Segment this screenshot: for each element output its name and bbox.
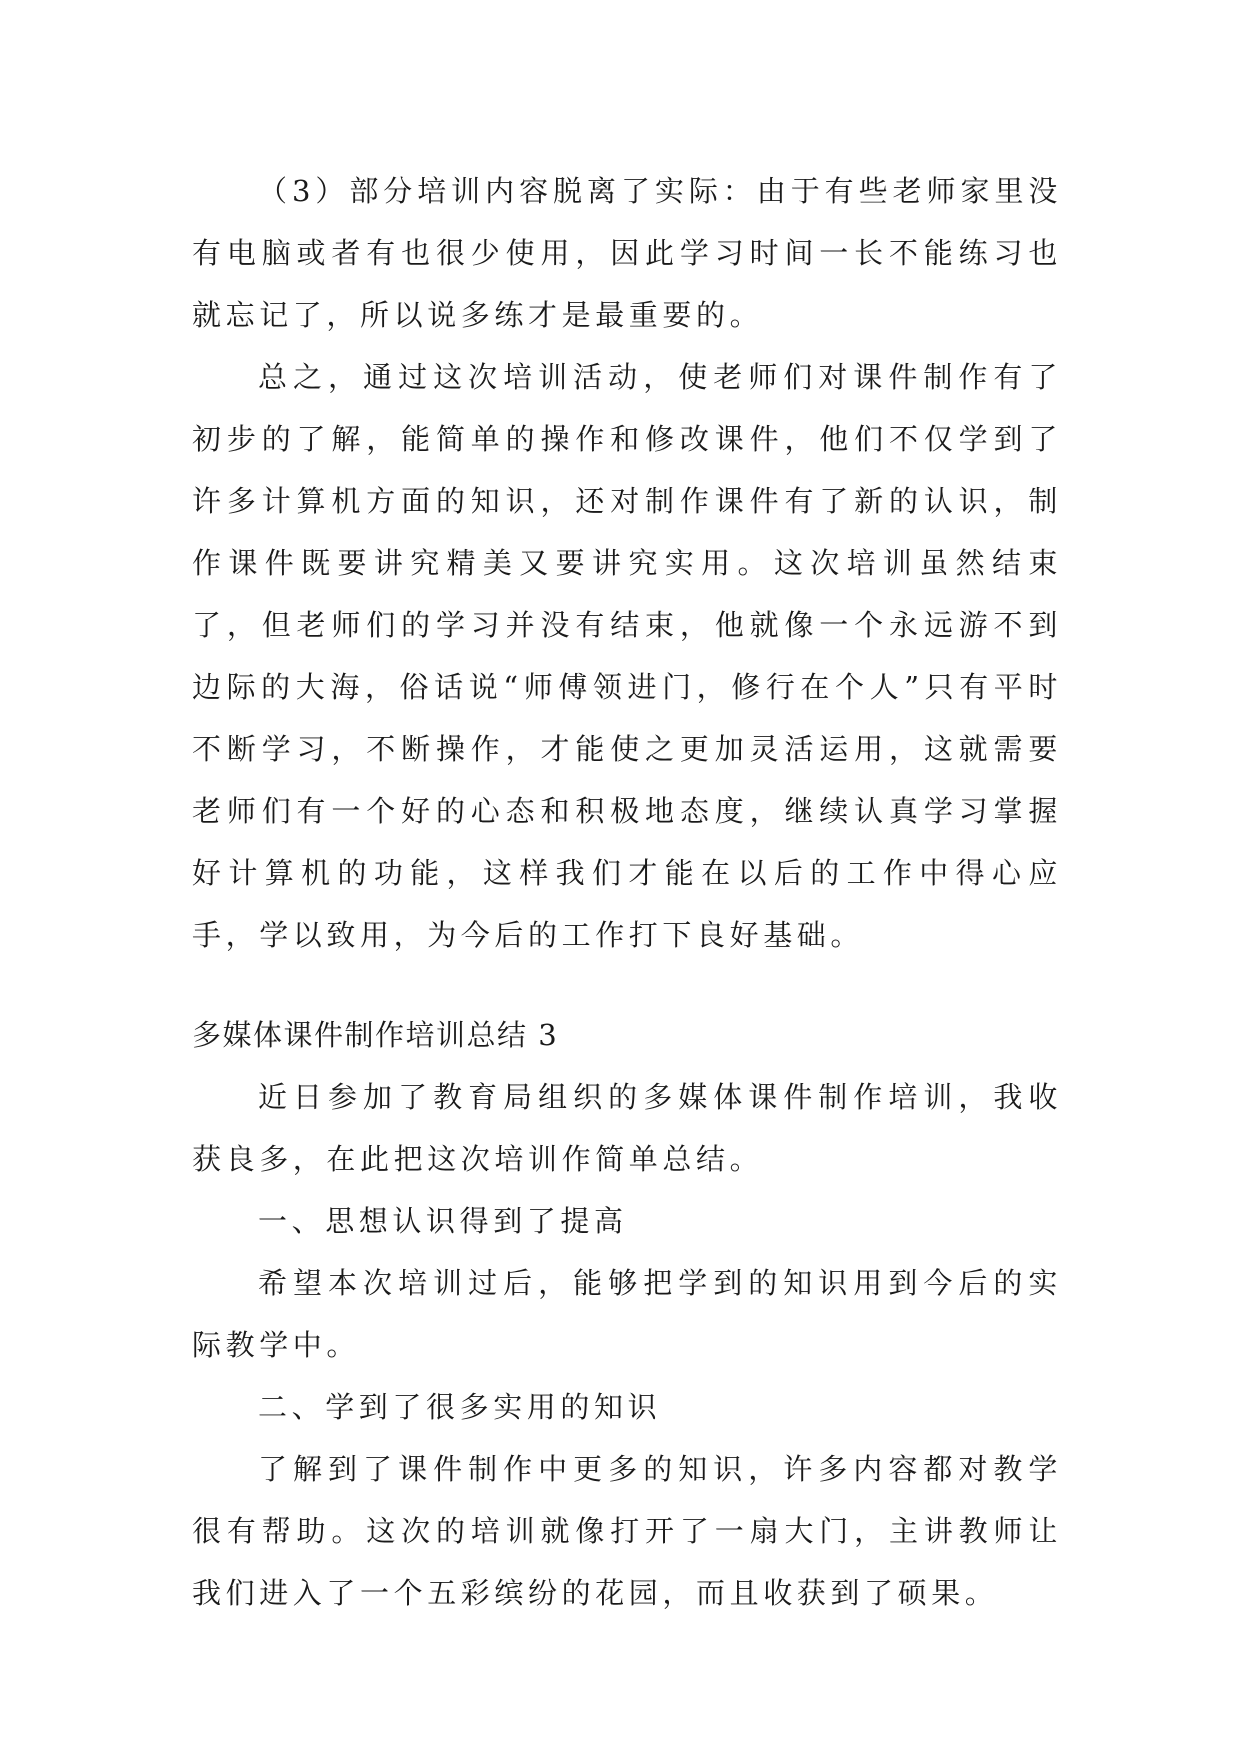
heading-point-1: 一、思想认识得到了提高 bbox=[258, 1204, 628, 1238]
paragraph-intro: 近日参加了教育局组织的多媒体课件制作培训，我收获良多，在此把这次培训作简单总结。 bbox=[192, 1080, 1062, 1176]
section-title: 多媒体课件制作培训总结 3 bbox=[192, 1018, 559, 1052]
paragraph-point-1: 希望本次培训过后，能够把学到的知识用到今后的实际教学中。 bbox=[192, 1266, 1062, 1362]
paragraph-training-issue-3: （3）部分培训内容脱离了实际：由于有些老师家里没有电脑或者有也很少使用，因此学习时间一长不能练习也就忘记了，所以说多练才是最重要的。 bbox=[192, 174, 1062, 332]
heading-point-2: 二、学到了很多实用的知识 bbox=[258, 1390, 662, 1424]
paragraph-summary: 总之，通过这次培训活动，使老师们对课件制作有了初步的了解，能简单的操作和修改课件，他们不仅学到了许多计算机方面的知识，还对制作课件有了新的认识，制作课件既要讲究精美又要讲究实用。这次培训虽然结束了，但老师们的学习并没有结束，他就像一个永远游不到边际的大海，俗话说“师傅领进门，修行在个人”只有平时不断学习，不断操作，才能使之更加灵活运用，这就需要老师们有一个好的心态和积极地态度，继续认真学习掌握好计算机的功能，这样我们才能在以后的工作中得心应手，学以致用，为今后的工作打下良好基础。 bbox=[192, 360, 1062, 952]
document-body bbox=[192, 160, 1062, 1624]
paragraph-point-2: 了解到了课件制作中更多的知识，许多内容都对教学很有帮助。这次的培训就像打开了一扇大门，主讲教师让我们进入了一个五彩缤纷的花园，而且收获到了硕果。 bbox=[192, 1452, 1062, 1610]
